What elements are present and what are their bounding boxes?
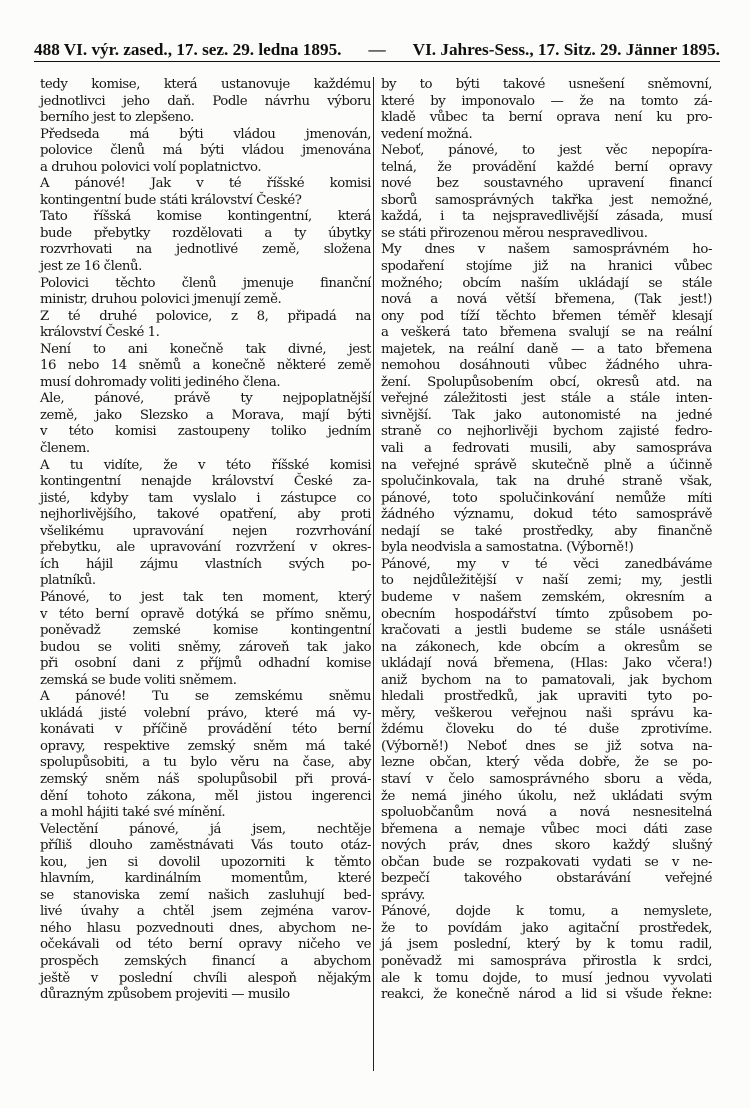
text-line: hledali prostředků, jak upraviti tyto po-	[381, 689, 712, 705]
text-line: spolučinkovala, tak na druhé straně však,	[381, 474, 712, 490]
text-line: 16 nebo 14 sněmů a konečně některé země	[40, 358, 371, 374]
text-line: obecním hospodářství tímto způsobem po-	[381, 606, 712, 622]
text-line: veřejné záležitosti jest stále a stále inten-	[381, 391, 712, 407]
text-line: jednotlivci jeho daň. Podle návrhu výboru	[40, 93, 371, 109]
text-line: Předseda má býti vládou jmenován,	[40, 126, 371, 142]
text-line: bezpečí takového obstarávání veřejné	[381, 871, 712, 887]
text-line: Pánové, dojde k tomu, a nemyslete,	[381, 904, 712, 920]
text-line: země, jako Slezsko a Morava, mají býti	[40, 407, 371, 423]
text-line: Z té druhé polovice, z 8, připadá na	[40, 308, 371, 324]
text-line: ještě v poslední chvíli alespoň nějakým	[40, 970, 371, 986]
text-line: občan bude se rozpakovati vydati se v ne-	[381, 854, 712, 870]
text-line: měry, veškerou veřejnou naši správu ka-	[381, 705, 712, 721]
text-line: sivnější. Tak jako autonomisté na jedné	[381, 407, 712, 423]
text-line: rozvrhovati na jednotlivé země, složena	[40, 242, 371, 258]
header-rule	[34, 61, 720, 62]
text-line: budeme v našem zemském, okresním a	[381, 589, 712, 605]
text-line: vedení možná.	[381, 126, 473, 142]
text-line: straně co nejhorlivěji bychom zajisté fedro-	[381, 424, 712, 440]
text-line: na zákonech, kde obcím a okresům se	[381, 639, 712, 655]
text-line: ích hájil zájmu vlastních svých po-	[40, 556, 371, 572]
text-line: Polovici těchto členů jmenuje finanční	[40, 275, 371, 291]
right-column	[381, 77, 712, 1004]
text-line: sborů samosprávných takřka jest nemožné,	[381, 192, 712, 208]
header-czech: 488 VI. výr. zased., 17. sez. 29. ledna 1895.	[34, 40, 342, 59]
text-line: kračovati a jestli budeme se stále usnášeti	[381, 623, 712, 639]
text-line: berního jest to zlepšeno.	[40, 110, 194, 126]
text-line: se stanoviska zemí našich zasluhují bed-	[40, 887, 371, 903]
text-line: nová a nová větší břemena, (Tak jest!)	[381, 292, 712, 308]
text-line: že to povídám jako agitační prostředek,	[381, 920, 712, 936]
text-line: spolupůsobiti, a tu bylo věru na čase, aby	[40, 755, 371, 771]
text-line: musí dohromady voliti jediného člena.	[40, 374, 281, 390]
text-line: v této berní opravě dotýká se přímo sněmu,	[40, 606, 371, 622]
text-line: kontingentní bude státi království České?	[40, 192, 302, 208]
text-line: by to býti takové usnešení sněmovní,	[381, 77, 712, 92]
text-line: staví v čelo samosprávného sboru a věda,	[381, 771, 712, 787]
text-line: spoluobčanům nová a nová nesnesitelná	[381, 805, 712, 821]
text-line: poněvadž mi samospráva přirostla k srdci,	[381, 953, 712, 969]
text-line: spodaření stojíme již na hranici vůbec	[381, 259, 712, 275]
text-line: jest ze 16 členů.	[40, 259, 142, 275]
text-line: na veřejné správě skutečně plně a účinně	[381, 457, 712, 473]
text-line: budou se voliti sněmy, zároveň tak jako	[40, 639, 371, 655]
text-line: Neboť, pánové, to jest věc nepopíra-	[381, 143, 712, 159]
text-line: to nejdůležitější v naší zemi; my, jestli	[381, 573, 712, 589]
text-line: A pánové! Tu se zemskému sněmu	[40, 689, 371, 705]
text-line: prospěch zemských financí a abychom	[40, 953, 371, 969]
text-line: A tu vidíte, že v této říšské komisi	[40, 457, 371, 473]
text-line: se státi přirozenou měrou nespravedlivou.	[381, 225, 648, 241]
text-line: ale k tomu dojde, to musí jednou vyvolati	[381, 970, 712, 986]
text-line: telná, že provádění každé berní opravy	[381, 159, 712, 175]
text-line: platníků.	[40, 573, 96, 589]
text-line: konávati v příčině provádění této berní	[40, 722, 371, 738]
text-line: v této komisi zastoupeny toliko jedním	[40, 424, 371, 440]
text-line: žádného významu, dokud této samosprávě	[381, 507, 712, 523]
text-line: (Výborně!) Neboť dnes se již sotva na-	[381, 738, 712, 754]
text-line: hlavním, kardinálním momentům, které	[40, 871, 371, 887]
page-header	[34, 34, 720, 60]
text-line: ony pod tíží těchto břemen téměř klesají	[381, 308, 712, 324]
text-line: Pánové, to jest tak ten moment, který	[40, 589, 371, 605]
text-line: ukládá jisté volební právo, které má vy-	[40, 705, 371, 721]
text-line: ného hlasu pozvednouti dnes, abychom ne-	[40, 920, 371, 936]
left-column	[40, 77, 371, 1004]
text-line: každá, i ta nejspravedlivější zásada, musí	[381, 209, 712, 225]
text-line: ministr, druhou polovici jmenují země.	[40, 292, 282, 308]
text-line: důrazným způsobem projeviti — musilo	[40, 987, 290, 1003]
text-line: a veškerá tato břemena svalují se na reální	[381, 325, 712, 341]
text-line: příliš dlouho zaměstnávati Vás touto otáz-	[40, 838, 371, 854]
text-line: možného; obcím naším ukládají se stále	[381, 275, 712, 291]
text-line: jisté, kdyby tam vyslalo i zástupce co	[40, 490, 371, 506]
text-line: království České 1.	[40, 325, 160, 341]
text-line: livé úvahy a chtěl jsem zejména varov-	[40, 904, 371, 920]
text-line: všelikému upravování nejen rozvrhování	[40, 523, 371, 539]
text-line: pánové, toto spolučinkování nemůže míti	[381, 490, 712, 506]
text-line: nemohou dosáhnouti vůbec žádného uhra-	[381, 358, 712, 374]
text-line: Není to ani konečně tak divné, jest	[40, 341, 371, 357]
header-dash: —	[368, 40, 386, 59]
text-line: a druhou polovici volí poplatnictvo.	[40, 159, 262, 175]
text-line: kladě vůbec ta berní oprava není ku pro-	[381, 110, 712, 126]
text-line: ukládají nová břemena, (Hlas: Jako včera!)	[381, 656, 712, 672]
text-line: byla neodvisla a samostatna. (Výborně!)	[381, 540, 634, 556]
text-line: Velectění pánové, já jsem, nechtěje	[40, 821, 371, 837]
text-line: které by imponovalo — že na tomto zá-	[381, 93, 712, 109]
text-line: já jsem poslední, který by k tomu radil,	[381, 937, 712, 953]
text-line: kontingentní nenajde království České za-	[40, 474, 371, 490]
text-line: lezne občan, který věda dobře, že se po-	[381, 755, 712, 771]
text-line: žení. Spolupůsobením obcí, okresů atd. na	[381, 374, 712, 390]
header-german: VI. Jahres-Sess., 17. Sitz. 29. Jänner 1895.	[412, 40, 720, 59]
text-line: My dnes v našem samosprávném ho-	[381, 242, 712, 258]
text-line: bude přebytky rozdělovati a ty úbytky	[40, 225, 371, 241]
text-line: A pánové! Jak v té říšské komisi	[40, 176, 371, 192]
text-line: zemská se bude voliti sněmem.	[40, 672, 237, 688]
text-line: kou, jen si dovolil upozorniti k těmto	[40, 854, 371, 870]
text-line: vali a fedrovati musili, aby samospráva	[381, 441, 712, 457]
column-divider	[373, 77, 374, 1071]
text-line: polovice členů má býti vládou jmenována	[40, 143, 371, 159]
text-line: dění tohoto zákona, měl jistou ingerenci	[40, 788, 371, 804]
text-line: poněvadž zemské komise kontingentní	[40, 623, 371, 639]
text-line: členem.	[40, 441, 90, 457]
text-line: tedy komise, která ustanovuje každému	[40, 77, 371, 92]
text-line: nejhorlivějšího, takové opatření, aby proti	[40, 507, 371, 523]
text-line: při osobní dani z příjmů odhadní komise	[40, 656, 371, 672]
text-line: nové bez soustavného upravení financí	[381, 176, 712, 192]
text-line: očekávali od této berní opravy ničeho ve	[40, 937, 371, 953]
text-line: správy.	[381, 887, 425, 903]
text-line: přebytku, ale upravování rozvržení v okres-	[40, 540, 371, 556]
text-line: a mohl hájiti také své mínění.	[40, 805, 226, 821]
text-line: zemský sněm náš spolupůsobil při prová-	[40, 771, 371, 787]
text-line: reakci, že konečně národ a lid si všude řekne:	[381, 987, 712, 1003]
text-line: nových práv, dnes skoro každý slušný	[381, 838, 712, 854]
text-line: ždému človeku do té duše zprotivíme.	[381, 722, 712, 738]
text-line: nedají se také prostředky, aby finančně	[381, 523, 712, 539]
text-line: majetek, na reální daně — a tato břemena	[381, 341, 712, 357]
text-line: břemena a nemaje vůbec moci dáti zase	[381, 821, 712, 837]
text-line: opravy, respektive zemský sněm má také	[40, 738, 371, 754]
text-line: Tato říšská komise kontingentní, která	[40, 209, 371, 225]
text-line: Ale, pánové, právě ty nejpoplatnější	[40, 391, 371, 407]
text-line: aniž bychom na to pamatovali, jak bychom	[381, 672, 712, 688]
text-line: že nemá jiného úkolu, než ukládati svým	[381, 788, 712, 804]
text-line: Pánové, my v té věci zanedbáváme	[381, 556, 712, 572]
